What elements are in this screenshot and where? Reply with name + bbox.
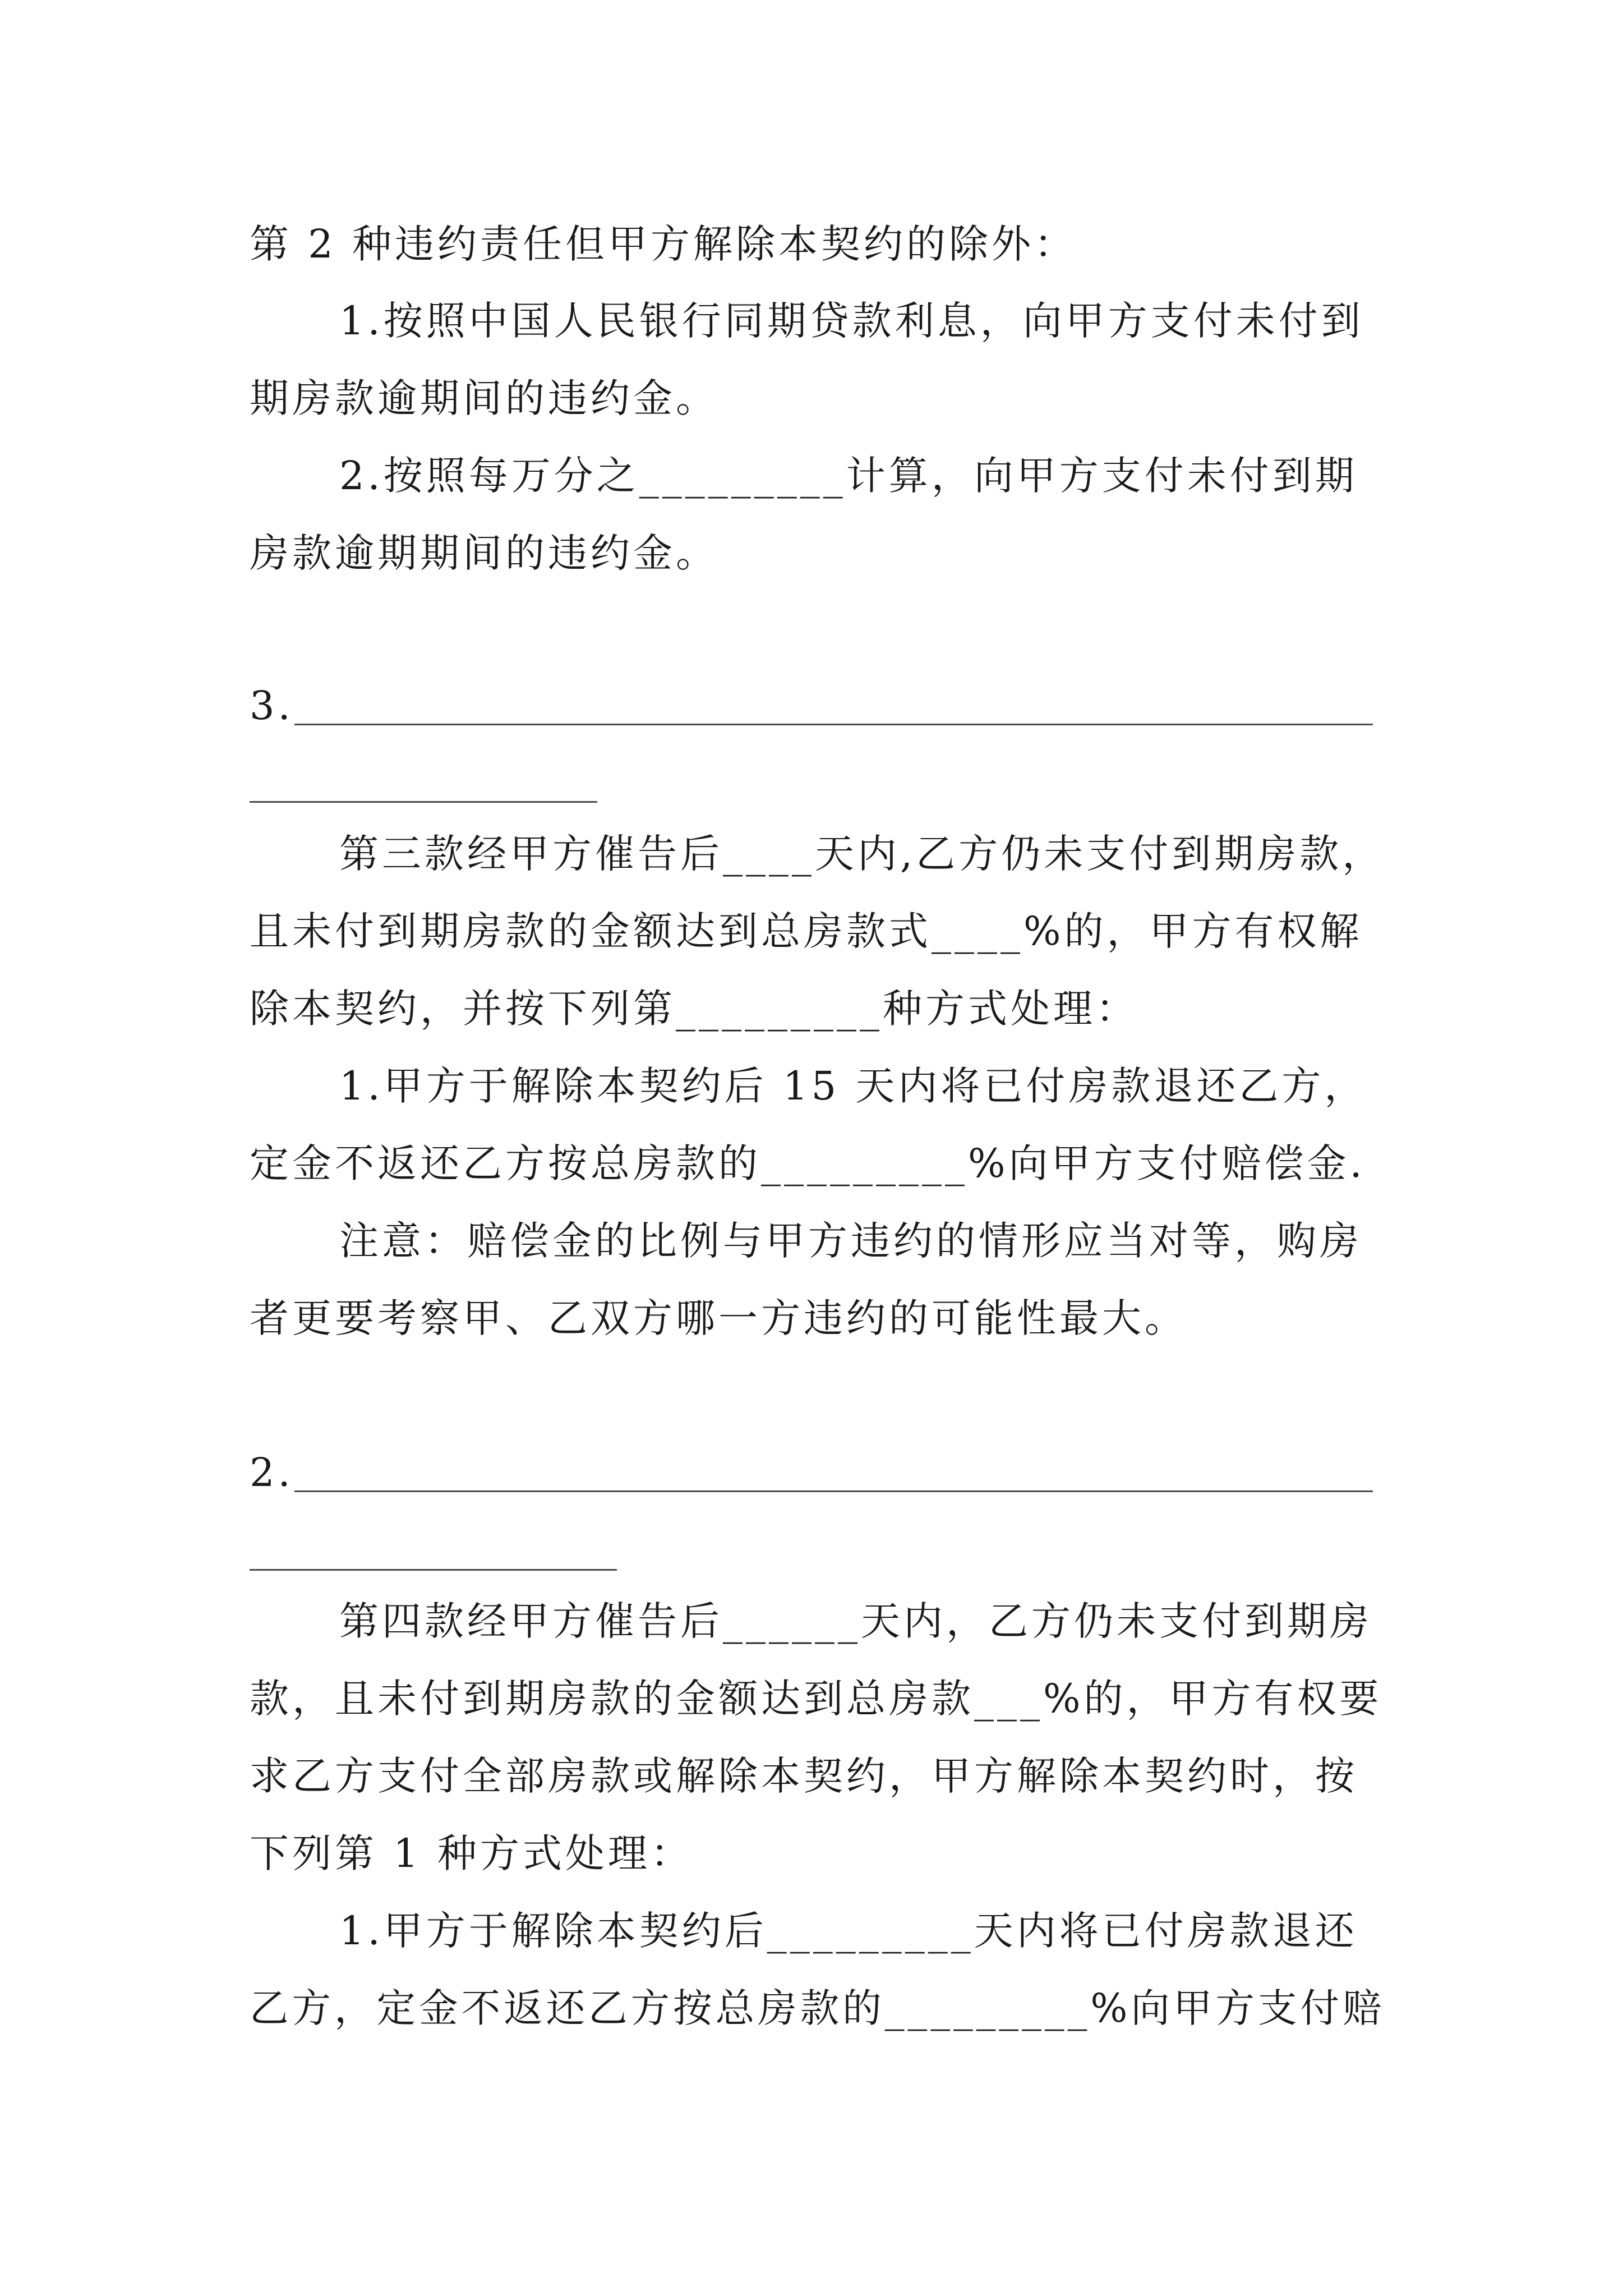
- text-line: 房款逾期期间的违约金。: [250, 530, 718, 576]
- text-line: 且未付到期房款的金额达到总房款式____%的，甲方有权解: [250, 908, 1363, 954]
- text-line: 1.按照中国人民银行同期贷款利息，向甲方支付未付到: [339, 298, 1364, 344]
- text-line: 2.按照每万分之_________计算，向甲方支付未付到期: [339, 453, 1358, 499]
- text-line: 3.: [250, 683, 294, 729]
- text-line: 乙方，定金不返还乙方按总房款的_________%向甲方支付赔: [250, 1985, 1385, 2031]
- fill-in-blank-line: [294, 1490, 1373, 1492]
- text-line: 第三款经甲方催告后____天内,乙方仍未支付到期房款，: [339, 831, 1385, 877]
- text-line: 者更要考察甲、乙双方哪一方违约的可能性最大。: [250, 1295, 1187, 1341]
- text-line: 1.甲方于解除本契约后 15 天内将已付房款退还乙方，: [339, 1063, 1367, 1109]
- text-line: 第 2 种违约责任但甲方解除本契约的除外：: [250, 221, 1077, 267]
- text-line: 除本契约，并按下列第_________种方式处理：: [250, 986, 1138, 1032]
- text-line: 定金不返还乙方按总房款的_________%向甲方支付赔偿金.: [250, 1140, 1366, 1186]
- text-line: 期房款逾期间的违约金。: [250, 375, 718, 421]
- text-line: 1.甲方于解除本契约后_________天内将已付房款退还: [339, 1908, 1358, 1954]
- fill-in-blank-line: [294, 724, 1373, 725]
- text-line: 下列第 1 种方式处理：: [250, 1830, 694, 1876]
- text-line: 第四款经甲方催告后______天内，乙方仍未支付到期房: [339, 1598, 1372, 1644]
- text-line: 款，且未付到期房款的金额达到总房款___%的，甲方有权要: [250, 1676, 1382, 1722]
- text-line: 2.: [250, 1450, 294, 1496]
- text-line: 求乙方支付全部房款或解除本契约，甲方解除本契约时，按: [250, 1753, 1358, 1799]
- fill-in-blank-line: [250, 1569, 617, 1571]
- text-line: 注意：赔偿金的比例与甲方违约的情形应当对等，购房: [339, 1218, 1362, 1264]
- fill-in-blank-line: [250, 801, 597, 803]
